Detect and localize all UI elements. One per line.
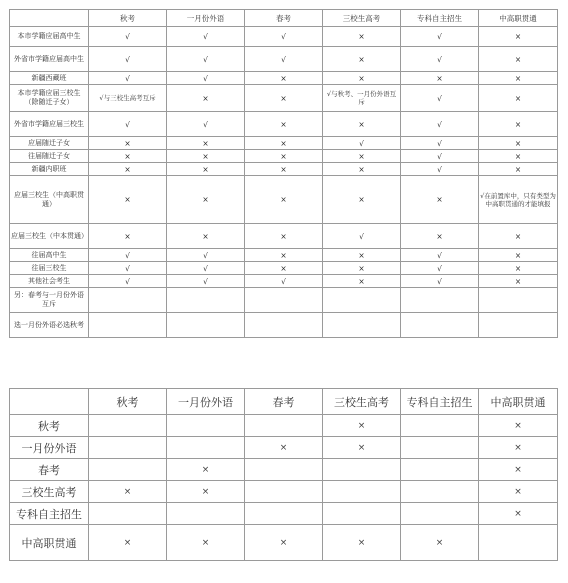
table-cell [245, 415, 323, 437]
table-row [10, 27, 558, 47]
header-cell: 秋考 [89, 10, 167, 27]
table-cell: √ [323, 137, 401, 150]
table-cell: × [323, 150, 401, 163]
table-cell: × [479, 415, 558, 437]
row-header-cell: 外省市学籍应届高中生 [10, 47, 89, 72]
table-row [10, 163, 558, 176]
table-cell [245, 459, 323, 481]
table-cell [245, 481, 323, 503]
table-row [10, 176, 558, 224]
table-cell: × [479, 459, 558, 481]
table-cell: √ [89, 275, 167, 288]
table-cell: × [323, 47, 401, 72]
table-cell: √ [245, 47, 323, 72]
table-cell: × [167, 525, 245, 561]
table-cell: × [245, 224, 323, 249]
table-cell: × [245, 525, 323, 561]
table-cell: √ [167, 262, 245, 275]
table-cell: √ [167, 249, 245, 262]
table-cell: × [89, 150, 167, 163]
table-cell [323, 503, 401, 525]
table-cell [89, 459, 167, 481]
table-cell [479, 313, 558, 338]
table-row [10, 415, 558, 437]
row-header-cell: 本市学籍应届三校生（除随迁子女） [10, 85, 89, 112]
table-cell: √ [89, 249, 167, 262]
table-cell: × [245, 176, 323, 224]
table-cell [89, 415, 167, 437]
table-row [10, 313, 558, 338]
table-cell [323, 288, 401, 313]
table-cell: × [401, 525, 479, 561]
header-cell: 春考 [245, 389, 323, 415]
row-header-cell: 选一月份外语必选秋考 [10, 313, 89, 338]
table-row [10, 112, 558, 137]
table-cell: × [479, 137, 558, 150]
table-cell: × [401, 176, 479, 224]
table-cell: × [479, 503, 558, 525]
row-header-cell: 专科自主招生 [10, 503, 89, 525]
table-cell: × [323, 112, 401, 137]
table-cell: √ [245, 275, 323, 288]
table-cell: × [245, 262, 323, 275]
table-cell: × [167, 224, 245, 249]
table-row [10, 224, 558, 249]
table-row [10, 72, 558, 85]
table-cell: √ [245, 27, 323, 47]
row-header-cell: 三校生高考 [10, 481, 89, 503]
table-cell: × [479, 481, 558, 503]
table-cell: √ [401, 275, 479, 288]
table-cell: × [89, 137, 167, 150]
table-cell: × [167, 150, 245, 163]
table-row [10, 85, 558, 112]
table-cell [401, 481, 479, 503]
table-cell: × [245, 163, 323, 176]
table-cell [89, 437, 167, 459]
table-cell: × [323, 27, 401, 47]
eligibility-header-row [10, 10, 558, 27]
table-row [10, 437, 558, 459]
table-cell [167, 437, 245, 459]
table-cell: × [245, 150, 323, 163]
table-cell [89, 503, 167, 525]
table-cell: × [167, 85, 245, 112]
row-header-cell: 应届三校生（中高职贯通） [10, 176, 89, 224]
table-cell: × [323, 163, 401, 176]
table-cell: √ [167, 72, 245, 85]
header-cell: 专科自主招生 [401, 389, 479, 415]
header-cell: 秋考 [89, 389, 167, 415]
row-header-cell: 秋考 [10, 415, 89, 437]
table-cell: √ [89, 112, 167, 137]
table-cell: × [167, 163, 245, 176]
table-cell: × [479, 163, 558, 176]
table-cell [401, 313, 479, 338]
table-cell: √ [89, 47, 167, 72]
table-cell: × [479, 72, 558, 85]
table-cell: √ [401, 262, 479, 275]
table-cell: √ [323, 224, 401, 249]
table-cell [167, 503, 245, 525]
table-cell [89, 288, 167, 313]
table-cell: √ [89, 72, 167, 85]
table-cell: × [167, 459, 245, 481]
table-cell [401, 437, 479, 459]
table-cell: √ [89, 27, 167, 47]
table-cell: √ [167, 112, 245, 137]
header-cell [10, 10, 89, 27]
row-header-cell: 春考 [10, 459, 89, 481]
table-cell: × [479, 437, 558, 459]
table-cell: √ [167, 275, 245, 288]
table-cell: √ [401, 47, 479, 72]
table-cell: × [245, 437, 323, 459]
table-row [10, 275, 558, 288]
table-cell [245, 503, 323, 525]
header-cell: 春考 [245, 10, 323, 27]
table-cell: √与三校生高考互斥 [89, 85, 167, 112]
row-header-cell: 一月份外语 [10, 437, 89, 459]
table-cell: √与秋考、一月份外语互斥 [323, 85, 401, 112]
header-cell: 一月份外语 [167, 389, 245, 415]
table-row [10, 137, 558, 150]
table-cell [323, 313, 401, 338]
row-header-cell: 另：春考与一月份外语互斥 [10, 288, 89, 313]
table-cell: × [479, 275, 558, 288]
row-header-cell: 其他社会考生 [10, 275, 89, 288]
table-row [10, 503, 558, 525]
row-header-cell: 新疆西藏班 [10, 72, 89, 85]
table-cell: × [479, 112, 558, 137]
row-header-cell: 中高职贯通 [10, 525, 89, 561]
exclusion-table [9, 388, 558, 561]
table-cell: √ [401, 112, 479, 137]
row-header-cell: 应届三校生（中本贯通） [10, 224, 89, 249]
table-cell: √ [401, 163, 479, 176]
header-cell: 三校生高考 [323, 10, 401, 27]
table-cell: √ [167, 47, 245, 72]
table-cell: × [401, 224, 479, 249]
table-cell [167, 288, 245, 313]
table-cell: √在前置库中，只有类型为中高职贯通的才能填报 [479, 176, 558, 224]
table-cell: × [479, 27, 558, 47]
header-cell [10, 389, 89, 415]
table-row [10, 47, 558, 72]
table-cell: × [323, 525, 401, 561]
header-cell: 中高职贯通 [479, 389, 558, 415]
table-cell [479, 288, 558, 313]
header-cell: 三校生高考 [323, 389, 401, 415]
row-header-cell: 本市学籍应届高中生 [10, 27, 89, 47]
table-cell: × [401, 72, 479, 85]
table-cell [401, 503, 479, 525]
table-cell: √ [401, 27, 479, 47]
table-cell: × [89, 176, 167, 224]
table-cell [401, 459, 479, 481]
table-cell: × [245, 137, 323, 150]
table-cell [167, 313, 245, 338]
row-header-cell: 往届三校生 [10, 262, 89, 275]
table-cell [245, 288, 323, 313]
table-cell [167, 415, 245, 437]
table-cell [401, 288, 479, 313]
table-cell [323, 481, 401, 503]
table-cell: × [167, 481, 245, 503]
table-cell: × [167, 176, 245, 224]
table-cell: × [245, 112, 323, 137]
table-cell [479, 525, 558, 561]
table-row [10, 481, 558, 503]
row-header-cell: 往届随迁子女 [10, 150, 89, 163]
table-cell: × [245, 85, 323, 112]
header-cell: 一月份外语 [167, 10, 245, 27]
table-cell: √ [401, 85, 479, 112]
table-cell [323, 459, 401, 481]
table-cell: × [479, 150, 558, 163]
table-cell: √ [401, 137, 479, 150]
table-cell: × [89, 525, 167, 561]
table-cell: × [89, 224, 167, 249]
table-row [10, 525, 558, 561]
table-cell: × [323, 72, 401, 85]
table-cell: × [167, 137, 245, 150]
header-cell: 中高职贯通 [479, 10, 558, 27]
table-cell: √ [167, 27, 245, 47]
row-header-cell: 往届高中生 [10, 249, 89, 262]
table-cell: × [479, 224, 558, 249]
exclusion-header-row [10, 389, 558, 415]
row-header-cell: 外省市学籍应届三校生 [10, 112, 89, 137]
table-row [10, 249, 558, 262]
table-cell: × [479, 47, 558, 72]
table-cell: × [323, 249, 401, 262]
eligibility-table [9, 9, 558, 338]
table-cell: × [323, 437, 401, 459]
table-cell [89, 313, 167, 338]
table-row [10, 150, 558, 163]
table-row [10, 262, 558, 275]
header-cell: 专科自主招生 [401, 10, 479, 27]
table-cell [245, 313, 323, 338]
table-cell: × [323, 275, 401, 288]
table-cell: × [245, 72, 323, 85]
table-row [10, 288, 558, 313]
table-cell: × [323, 415, 401, 437]
table-cell: × [479, 85, 558, 112]
table-cell: √ [401, 249, 479, 262]
table-cell: × [323, 262, 401, 275]
table-cell: × [479, 249, 558, 262]
table-cell: × [323, 176, 401, 224]
row-header-cell: 新疆内职班 [10, 163, 89, 176]
table-cell: × [245, 249, 323, 262]
table-cell: √ [401, 150, 479, 163]
table-cell: × [89, 481, 167, 503]
table-row [10, 459, 558, 481]
table-cell: √ [89, 262, 167, 275]
table-cell [401, 415, 479, 437]
row-header-cell: 应届随迁子女 [10, 137, 89, 150]
table-cell: × [479, 262, 558, 275]
table-cell: × [89, 163, 167, 176]
